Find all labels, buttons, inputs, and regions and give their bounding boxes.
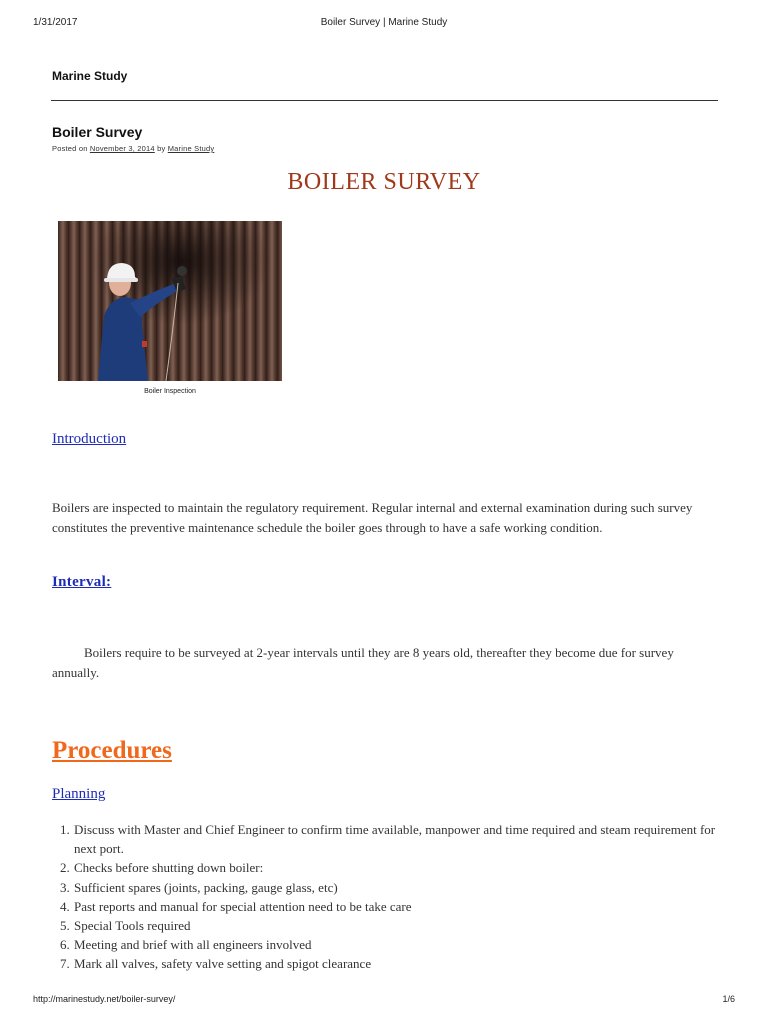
planning-list: [52, 820, 733, 974]
boiler-inspection-image: [58, 221, 282, 381]
post-title: Boiler Survey: [52, 124, 143, 140]
list-item: 6. Meeting and brief with all engineers involved: [73, 935, 733, 954]
interval-paragraph: Boilers require to be surveyed at 2-year intervals until they are 8 years old, thereafter they become due for survey annually.: [52, 645, 674, 680]
post-meta: [52, 144, 214, 153]
planning-heading-link[interactable]: Planning: [52, 786, 106, 802]
print-page-title: Boiler Survey | Marine Study: [320, 17, 448, 28]
list-item: 4. Past reports and manual for special attention need to be take care: [73, 897, 733, 916]
print-page-number: 1/6: [722, 994, 735, 1004]
list-item: 3. Sufficient spares (joints, packing, gauge glass, etc): [73, 878, 733, 897]
list-item: 2. Checks before shutting down boiler:: [73, 858, 733, 877]
author-link[interactable]: Marine Study: [167, 144, 215, 153]
procedures-heading: Procedures: [52, 737, 172, 764]
site-name[interactable]: Marine Study: [52, 69, 128, 83]
post-date-link[interactable]: November 3, 2014: [89, 144, 155, 153]
introduction-heading-link[interactable]: Introduction: [52, 431, 127, 447]
article-heading: BOILER SURVEY: [287, 169, 481, 195]
introduction-paragraph: Boilers are inspected to maintain the regulatory requirement. Regular internal and external examination during such survey constitutes the preventive maintenance schedule the boiler goes through to have a safe working condition.: [52, 500, 693, 535]
interval-heading-link[interactable]: Interval:: [52, 574, 112, 590]
header-divider: [51, 100, 718, 101]
list-item: 5. Special Tools required: [73, 916, 733, 935]
figure-caption: Boiler Inspection: [144, 388, 196, 395]
list-item: 7. Mark all valves, safety valve setting and spigot clearance: [73, 954, 733, 973]
print-footer-url: http://marinestudy.net/boiler-survey/: [33, 994, 176, 1004]
print-date: 1/31/2017: [33, 17, 78, 28]
list-item: 1. Discuss with Master and Chief Engineer to confirm time available, manpower and time required and steam requirement for next port.: [73, 820, 733, 858]
meta-by: by: [157, 144, 166, 153]
meta-prefix: Posted on: [52, 144, 88, 153]
